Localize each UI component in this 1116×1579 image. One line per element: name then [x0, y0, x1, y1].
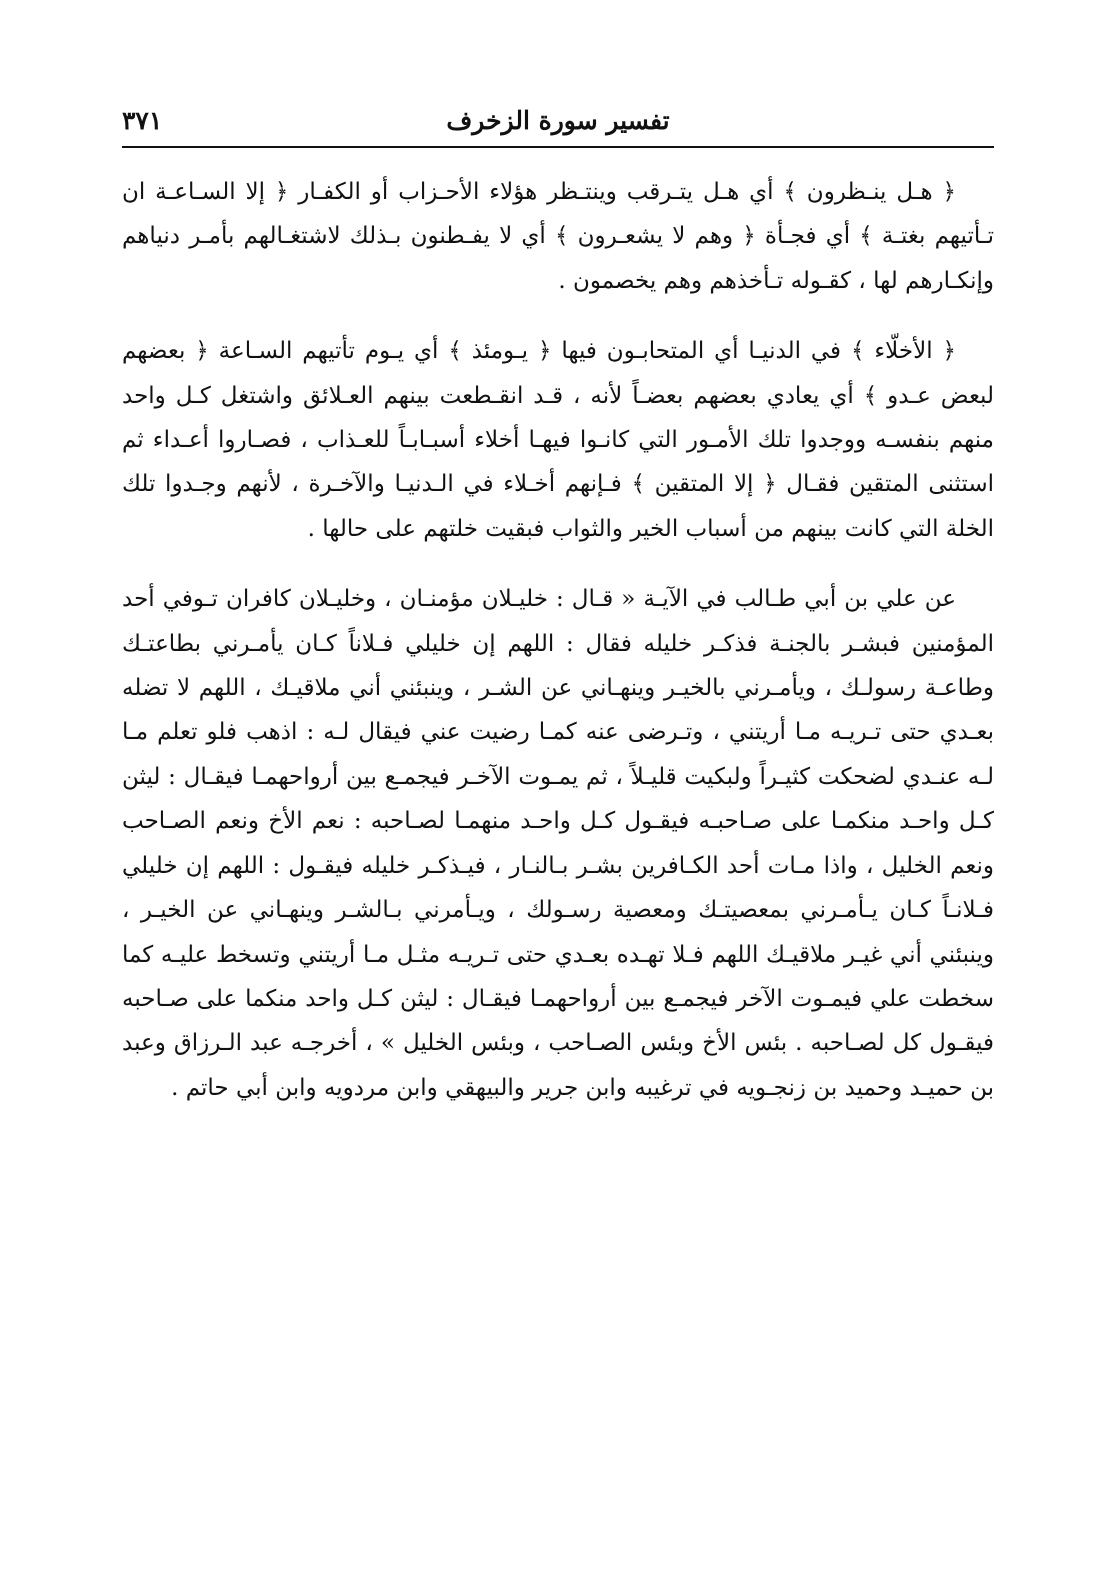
page-body — [122, 170, 994, 1110]
paragraph-2: ﴿ الأخلّاء ﴾ في الدنيـا أي المتحابـون فيها ﴿ يـومئذ ﴾ أي يـوم تأتيهم السـاعة ﴿ بعضهم لبعض عـدو ﴾ أي يعادي بعضهم بعضـاً لأنه ، قـد انقـطعت بينهم العـلائق واشتغل كـل واحد منهم بنفسـه ووجدوا تلك الأمـور التي كانـوا فيهـا أخلاء أسبـابـاً للعـذاب ، فصـاروا أعـداء ثم استثنى المتقين فقـال ﴿ إلا المتقين ﴾ فـإنهم أخـلاء في الـدنيـا والآخـرة ، لأنهم وجـدوا تلك الخلة التي كانت بينهم من أسباب الخير والثواب فبقيت خلتهم على حالها . — [122, 338, 994, 542]
running-header — [122, 100, 994, 148]
paragraph-1: ﴿ هـل ينـظرون ﴾ أي هـل يتـرقب وينتـظر هؤلاء الأحـزاب أو الكفـار ﴿ إلا السـاعـة ان تـأتيهم بغتـة ﴾ أي فجـأة ﴿ وهم لا يشعـرون ﴾ أي لا يفـطنون بـذلك لاشتغـالهم بأمـر دنياهم وإنكـارهم لها ، كقـوله تـأخذهم وهم يخصمون . — [122, 179, 994, 294]
running-title: تفسير سورة الزخرف — [446, 106, 670, 135]
page-number: ٣٧١ — [122, 106, 163, 135]
book-page — [122, 100, 994, 1540]
paragraph-3: عن علي بن أبي طـالب في الآيـة « قـال : خليـلان مؤمنـان ، وخليـلان كافران تـوفي أحد المؤمنين فبشـر بالجنـة فذكـر خليله فقال : اللهم إن خليلي فـلاناً كـان يأمـرني بطاعتـك وطاعـة رسولـك ، ويأمـرني بالخيـر وينهـاني عن الشـر ، وينبئني أني ملاقيـك ، اللهم لا تضله بعـدي حتى تـريـه مـا أريتني ، وتـرضى عنه كمـا رضيت عني فيقال لـه : اذهب فلو تعلم مـا لـه عنـدي لضحكت كثيـراً ولبكيت قليـلاً ، ثم يمـوت الآخـر فيجمـع بين أرواحهمـا فيقـال : ليثن كـل واحـد منكمـا على صـاحبـه فيقـول كـل واحـد منهمـا لصـاحبه : نعم الأخ ونعم الصـاحب ونعم الخليل ، واذا مـات أحد الكـافرين بشـر بـالنـار ، فيـذكـر خليله فيقـول : اللهم إن خليلي فـلانـاً كـان يـأمـرني بمعصيتـك ومعصية رسـولك ، ويـأمرني بـالشـر وينهـاني عن الخيـر ، وينبئني أني غيـر ملاقيـك اللهم فـلا تهـده بعـدي حتى تـريـه مثـل مـا أريتني وتسخط عليـه كما سخطت علي فيمـوت الآخر فيجمـع بين أرواحهمـا فيقـال : ليثن كـل واحد منكما على صـاحبه فيقـول كل لصـاحبه . بئس الأخ وبئس الصـاحب ، وبئس الخليل » ، أخرجـه عبد الـرزاق وعبد بن حميـد وحميد بن زنجـويه في ترغيبه وابن جرير والبيهقي وابن مردويه وابن أبي حاتم . — [122, 586, 994, 1101]
